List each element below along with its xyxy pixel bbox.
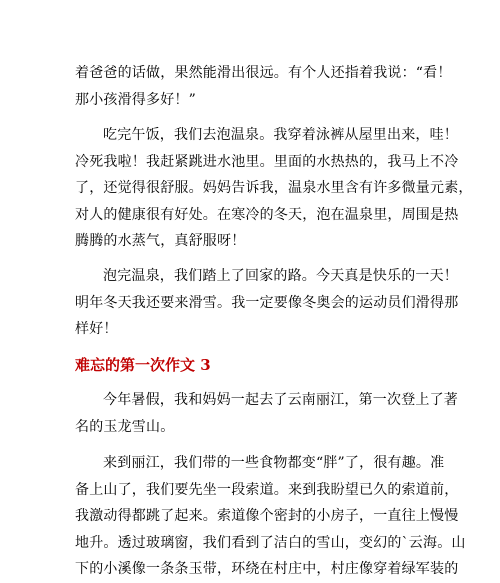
paragraph-2 xyxy=(75,122,473,255)
text-line: 地升。透过玻璃窗，我们看到了洁白的雪山，变幻的`云海。山 xyxy=(75,534,466,551)
text-line: 备上山了，我们要先坐一段索道。来到我盼望已久的索道前， xyxy=(75,481,459,498)
paragraph-1 xyxy=(75,60,452,113)
text-line: 对人的健康很有好处。在寒冷的冬天，泡在温泉里，周围是热 xyxy=(75,206,459,223)
text-line: 那小孩滑得多好！” xyxy=(75,91,196,108)
text-line: 吃完午饭，我们去泡温泉。我穿着泳裤从屋里出来，哇！ xyxy=(103,127,458,143)
text-line: 下的小溪像一条条玉带，环绕在村庄中，村庄像穿着绿军装的 xyxy=(75,561,459,577)
section-heading: 难忘的第一次作文 3 xyxy=(75,356,211,374)
text-line: 着爸爸的话做，果然能滑出很远。有个人还指着我说：“看！ xyxy=(75,65,452,81)
text-line: 我激动得都跳了起来。索道像个密封的小房子，一直往上慢慢 xyxy=(75,508,459,524)
text-line: 今年暑假，我和妈妈一起去了云南丽江，第一次登上了著 xyxy=(103,392,458,408)
paragraph-5 xyxy=(75,450,466,583)
text-line: 腾腾的水蒸气，真舒服呀！ xyxy=(75,233,246,249)
paragraph-3 xyxy=(75,263,459,343)
text-line: 了，还觉得很舒服。妈妈告诉我，温泉水里含有许多微量元素， xyxy=(75,180,473,196)
text-line: 来到丽江，我们带的一些食物都变“胖”了，很有趣。准 xyxy=(103,455,445,471)
paragraph-4 xyxy=(75,387,458,440)
text-line: 名的玉龙雪山。 xyxy=(75,418,175,435)
text-line: 泡完温泉，我们踏上了回家的路。今天真是快乐的一天！ xyxy=(103,268,458,284)
text-line: 明年冬天我还要来滑雪。我一定要像冬奥会的运动员们滑得那 xyxy=(75,294,459,311)
text-line: 样好！ xyxy=(75,321,118,337)
text-line: 冷死我啦！我赶紧跳进水池里。里面的水热热的，我马上不冷 xyxy=(75,153,459,170)
